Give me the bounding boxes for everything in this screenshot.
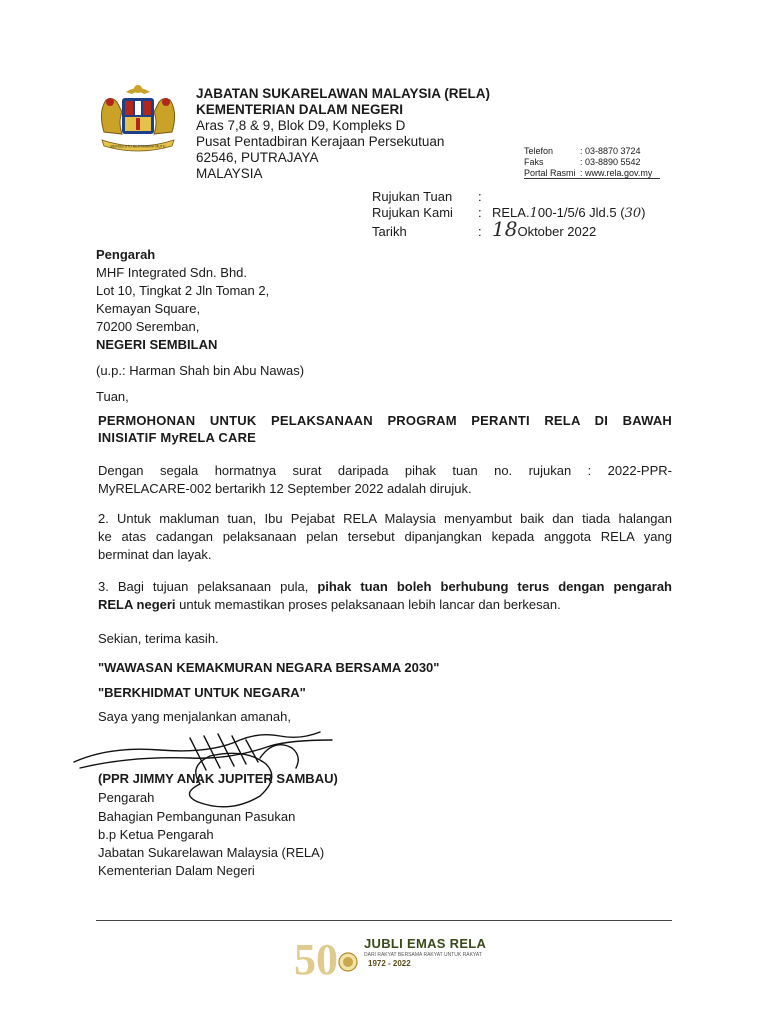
contact-value: : 03-8890 5542 <box>580 157 641 167</box>
ref-separator: : <box>478 205 482 220</box>
contact-faks <box>524 157 641 168</box>
contact-label: Faks <box>524 157 544 167</box>
handwritten-digit: 1 <box>529 206 538 221</box>
slogan-1: "WAWASAN KEMAKMURAN NEGARA BERSAMA 2030" <box>98 660 440 675</box>
signatory-line-2: Bahagian Pembangunan Pasukan <box>98 809 296 824</box>
text-run: 3. Bagi tujuan pelaksanaan pula, <box>98 579 318 594</box>
ref-value: RELA. <box>492 205 530 220</box>
footer-divider <box>96 920 672 921</box>
signatory-line-1: Pengarah <box>98 790 155 805</box>
salutation: Tuan, <box>96 389 129 404</box>
jubli-logo-digits: 50 <box>294 935 338 980</box>
contact-label: Portal Rasmi <box>524 168 576 178</box>
paragraph-1-line-1: Dengan segala hormatnya surat daripada pihak tuan no. rujukan : 2022-PPR- <box>98 463 672 478</box>
org-name: JABATAN SUKARELAWAN MALAYSIA (RELA) <box>196 86 491 101</box>
crest-motto: BERSEKUTU BERTAMBAH MUTU <box>110 144 166 149</box>
rujukan-tuan <box>372 189 492 205</box>
ref-label: Rujukan Tuan <box>372 189 453 204</box>
ref-separator: : <box>478 189 482 204</box>
address-line-3: 62546, PUTRAJAYA <box>196 150 319 165</box>
paragraph-2-line-3: berminat dan layak. <box>98 547 212 562</box>
recipient-title: Pengarah <box>96 247 156 262</box>
contact-portal <box>524 168 652 179</box>
recipient-line-4: 70200 Seremban, <box>96 319 200 334</box>
text-run-bold: RELA negeri <box>98 597 176 612</box>
signatory-line-3: b.p Ketua Pengarah <box>98 827 214 842</box>
contact-divider <box>524 178 660 179</box>
paragraph-3-line-1 <box>98 578 672 596</box>
ministry-name: KEMENTERIAN DALAM NEGERI <box>196 102 404 117</box>
jubli-emas-logo <box>290 932 360 980</box>
ref-separator: : <box>478 224 482 239</box>
contact-telefon <box>524 146 641 157</box>
jubli-tagline: DARI RAKYAT BERSAMA RAKYAT UNTUK RAKYAT <box>364 952 482 958</box>
handwritten-number: 30 <box>624 206 642 221</box>
slogan-2: "BERKHIDMAT UNTUK NEGARA" <box>98 685 306 700</box>
recipient-state: NEGERI SEMBILAN <box>96 337 218 352</box>
paragraph-2-line-1: 2. Untuk makluman tuan, Ibu Pejabat RELA Malaysia menyambut baik dan tiada halangan <box>98 511 672 526</box>
malaysia-coat-of-arms-logo <box>92 82 184 156</box>
address-line-4: MALAYSIA <box>196 166 263 181</box>
signatory-line-4: Jabatan Sukarelawan Malaysia (RELA) <box>98 845 325 860</box>
recipient-line-3: Kemayan Square, <box>96 301 201 316</box>
contact-value: : www.rela.gov.my <box>580 168 653 178</box>
attention-line: (u.p.: Harman Shah bin Abu Nawas) <box>96 363 305 378</box>
signatory-line-5: Kementerian Dalam Negeri <box>98 863 255 878</box>
ref-value: ) <box>641 205 646 220</box>
address-line-2: Pusat Pentadbiran Kerajaan Persekutuan <box>196 134 445 149</box>
paragraph-2-line-2: ke atas cadangan pelaksanaan pelan tersebut dipanjangkan kepada anggota RELA yang <box>98 529 672 544</box>
handwritten-day: 18 <box>492 217 518 241</box>
jubli-title: JUBLI EMAS RELA <box>364 936 487 951</box>
paragraph-3-line-2 <box>98 596 672 614</box>
signatory-name: (PPR JIMMY ANAK JUPITER SAMBAU) <box>98 771 338 786</box>
ref-label: Tarikh <box>372 224 407 239</box>
address-line-1: Aras 7,8 & 9, Blok D9, Kompleks D <box>196 118 406 133</box>
ref-label: Rujukan Kami <box>372 205 453 220</box>
date-value: Oktober 2022 <box>517 224 597 239</box>
recipient-line-1: MHF Integrated Sdn. Bhd. <box>96 265 248 280</box>
paragraph-1-line-2: MyRELACARE-002 bertarikh 12 September 2022 adalah dirujuk. <box>98 481 472 496</box>
jubli-years: 1972 - 2022 <box>368 959 411 968</box>
subject-line-1: PERMOHONAN UNTUK PELAKSANAAN PROGRAM PERANTI RELA DI BAWAH <box>98 413 672 428</box>
closing-amanah: Saya yang menjalankan amanah, <box>98 709 291 724</box>
text-run: untuk memastikan proses pelaksanaan lebih lancar dan berkesan. <box>175 597 561 612</box>
contact-value: : 03-8870 3724 <box>580 146 641 156</box>
tarikh <box>372 217 597 241</box>
subject-line-2: INISIATIF MyRELA CARE <box>98 430 257 445</box>
closing-thanks: Sekian, terima kasih. <box>98 631 219 646</box>
ref-value: 00-1/5/6 Jld.5 ( <box>537 205 625 220</box>
recipient-line-2: Lot 10, Tingkat 2 Jln Toman 2, <box>96 283 270 298</box>
contact-label: Telefon <box>524 146 554 156</box>
text-run-bold: pihak tuan boleh berhubung terus dengan pengarah <box>317 579 672 594</box>
